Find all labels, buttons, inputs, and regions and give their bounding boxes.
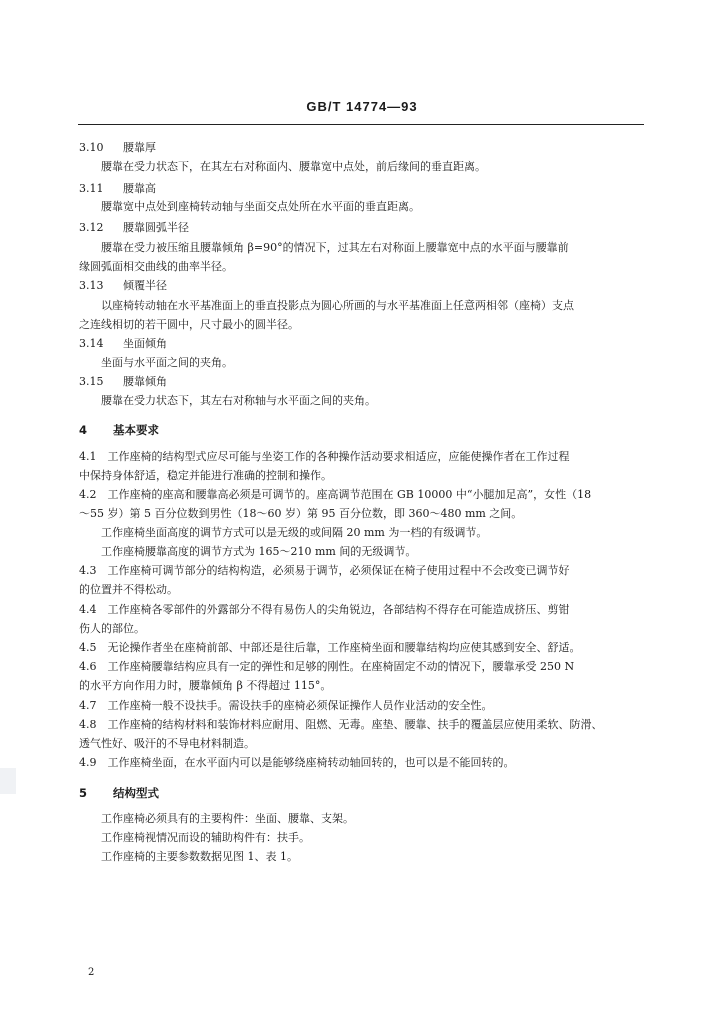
paragraph: 坐面与水平面之间的夹角。	[101, 356, 233, 369]
clause-3-10-heading	[79, 141, 156, 155]
paragraph: 工作座椅坐面高度的调节方式可以是无级的或间隔 20 mm 为一档的有级调节。	[101, 526, 488, 539]
paragraph: 腰靠在受力被压缩且腰靠倾角 β=90°的情况下，过其左右对称面上腰靠宽中点的水平面与腰靠前	[101, 241, 569, 254]
clause-number: 3.11	[79, 182, 104, 195]
header-rule	[78, 124, 644, 125]
clause-3-11-heading	[79, 182, 156, 196]
paragraph: 4.1 工作座椅的结构型式应尽可能与坐姿工作的各种操作活动要求相适应，应能使操作者在工作过程	[79, 450, 570, 463]
paragraph: 以座椅转动轴在水平基准面上的垂直投影点为圆心所画的与水平基准面上任意两相邻（座椅）支点	[101, 299, 574, 312]
paragraph: 缘圆弧面相交曲线的曲率半径。	[79, 260, 233, 273]
clause-title: 坐面倾角	[123, 337, 167, 350]
clause-title: 腰靠倾角	[123, 375, 167, 388]
paragraph: 工作座椅必须具有的主要构件：坐面、腰靠、支架。	[101, 812, 354, 825]
paragraph: 腰靠在受力状态下，在其左右对称面内、腰靠宽中点处，前后缘间的垂直距离。	[101, 160, 486, 173]
paragraph: 腰靠宽中点处到座椅转动轴与坐面交点处所在水平面的垂直距离。	[101, 200, 420, 213]
paragraph: 4.9 工作座椅坐面，在水平面内可以是能够绕座椅转动轴回转的，也可以是不能回转的。	[79, 756, 515, 769]
page-number: 2	[88, 967, 95, 978]
clause-3-14-heading	[79, 337, 167, 351]
paragraph: 4.5 无论操作者坐在座椅前部、中部还是往后靠，工作座椅坐面和腰靠结构均应使其感到安全、舒适。	[79, 641, 581, 654]
clause-3-15-heading	[79, 375, 167, 389]
clause-title: 腰靠圆弧半径	[123, 221, 189, 234]
paragraph: 透气性好、吸汗的不导电材料制造。	[79, 737, 255, 750]
clause-number: 3.13	[79, 279, 104, 292]
clause-number: 3.12	[79, 221, 104, 234]
paragraph: 之连线相切的若干圆中，尺寸最小的圆半径。	[79, 318, 299, 331]
paragraph: 的水平方向作用力时，腰靠倾角 β 不得超过 115°。	[79, 679, 332, 692]
clause-title: 倾覆半径	[123, 279, 167, 292]
paragraph: 的位置并不得松动。	[79, 583, 178, 596]
paragraph: 4.7 工作座椅一般不设扶手。需设扶手的座椅必须保证操作人员作业活动的安全性。	[79, 699, 493, 712]
clause-number: 3.14	[79, 337, 104, 350]
clause-3-13-heading	[79, 279, 167, 293]
clause-number: 3.10	[79, 141, 104, 154]
section-number: 4	[79, 423, 88, 437]
paragraph: 4.6 工作座椅腰靠结构应具有一定的弹性和足够的刚性。在座椅固定不动的情况下，腰靠承受 250 N	[79, 660, 575, 673]
paragraph: 伤人的部位。	[79, 622, 145, 635]
clause-title: 腰靠高	[123, 182, 156, 195]
paragraph: 4.4 工作座椅各零部件的外露部分不得有易伤人的尖角锐边，各部结构不得存在可能造成挤压、剪钳	[79, 603, 570, 616]
section-title: 结构型式	[113, 786, 159, 800]
paragraph: 中保持身体舒适，稳定并能进行准确的控制和操作。	[79, 469, 332, 482]
paragraph: 4.8 工作座椅的结构材料和装饰材料应耐用、阻燃、无毒。座垫、腰靠、扶手的覆盖层应使用柔软、防滑、	[79, 718, 603, 731]
section-title: 基本要求	[113, 423, 159, 437]
clause-3-12-heading	[79, 221, 189, 235]
scan-edge-mark	[0, 768, 16, 794]
section-5-heading	[79, 786, 159, 800]
paragraph: ～55 岁）第 5 百分位数到男性（18～60 岁）第 95 百分位数，即 360～480 mm 之间。	[79, 507, 523, 520]
paragraph: 工作座椅的主要参数数据见图 1、表 1。	[101, 850, 298, 863]
section-number: 5	[79, 786, 88, 800]
clause-number: 3.15	[79, 375, 104, 388]
paragraph: 4.3 工作座椅可调节部分的结构构造，必须易于调节，必须保证在椅子使用过程中不会改变已调节好	[79, 564, 570, 577]
page-header: GB/T 14774—93	[306, 99, 418, 114]
paragraph: 工作座椅视情况而设的辅助构件有：扶手。	[101, 831, 310, 844]
paragraph: 4.2 工作座椅的座高和腰靠高必须是可调节的。座高调节范围在 GB 10000 中“小腿加足高”，女性（18	[79, 488, 592, 501]
paragraph: 腰靠在受力状态下，其左右对称轴与水平面之间的夹角。	[101, 394, 376, 407]
clause-title: 腰靠厚	[123, 141, 156, 154]
paragraph: 工作座椅腰靠高度的调节方式为 165～210 mm 间的无级调节。	[101, 545, 417, 558]
section-4-heading	[79, 423, 159, 437]
